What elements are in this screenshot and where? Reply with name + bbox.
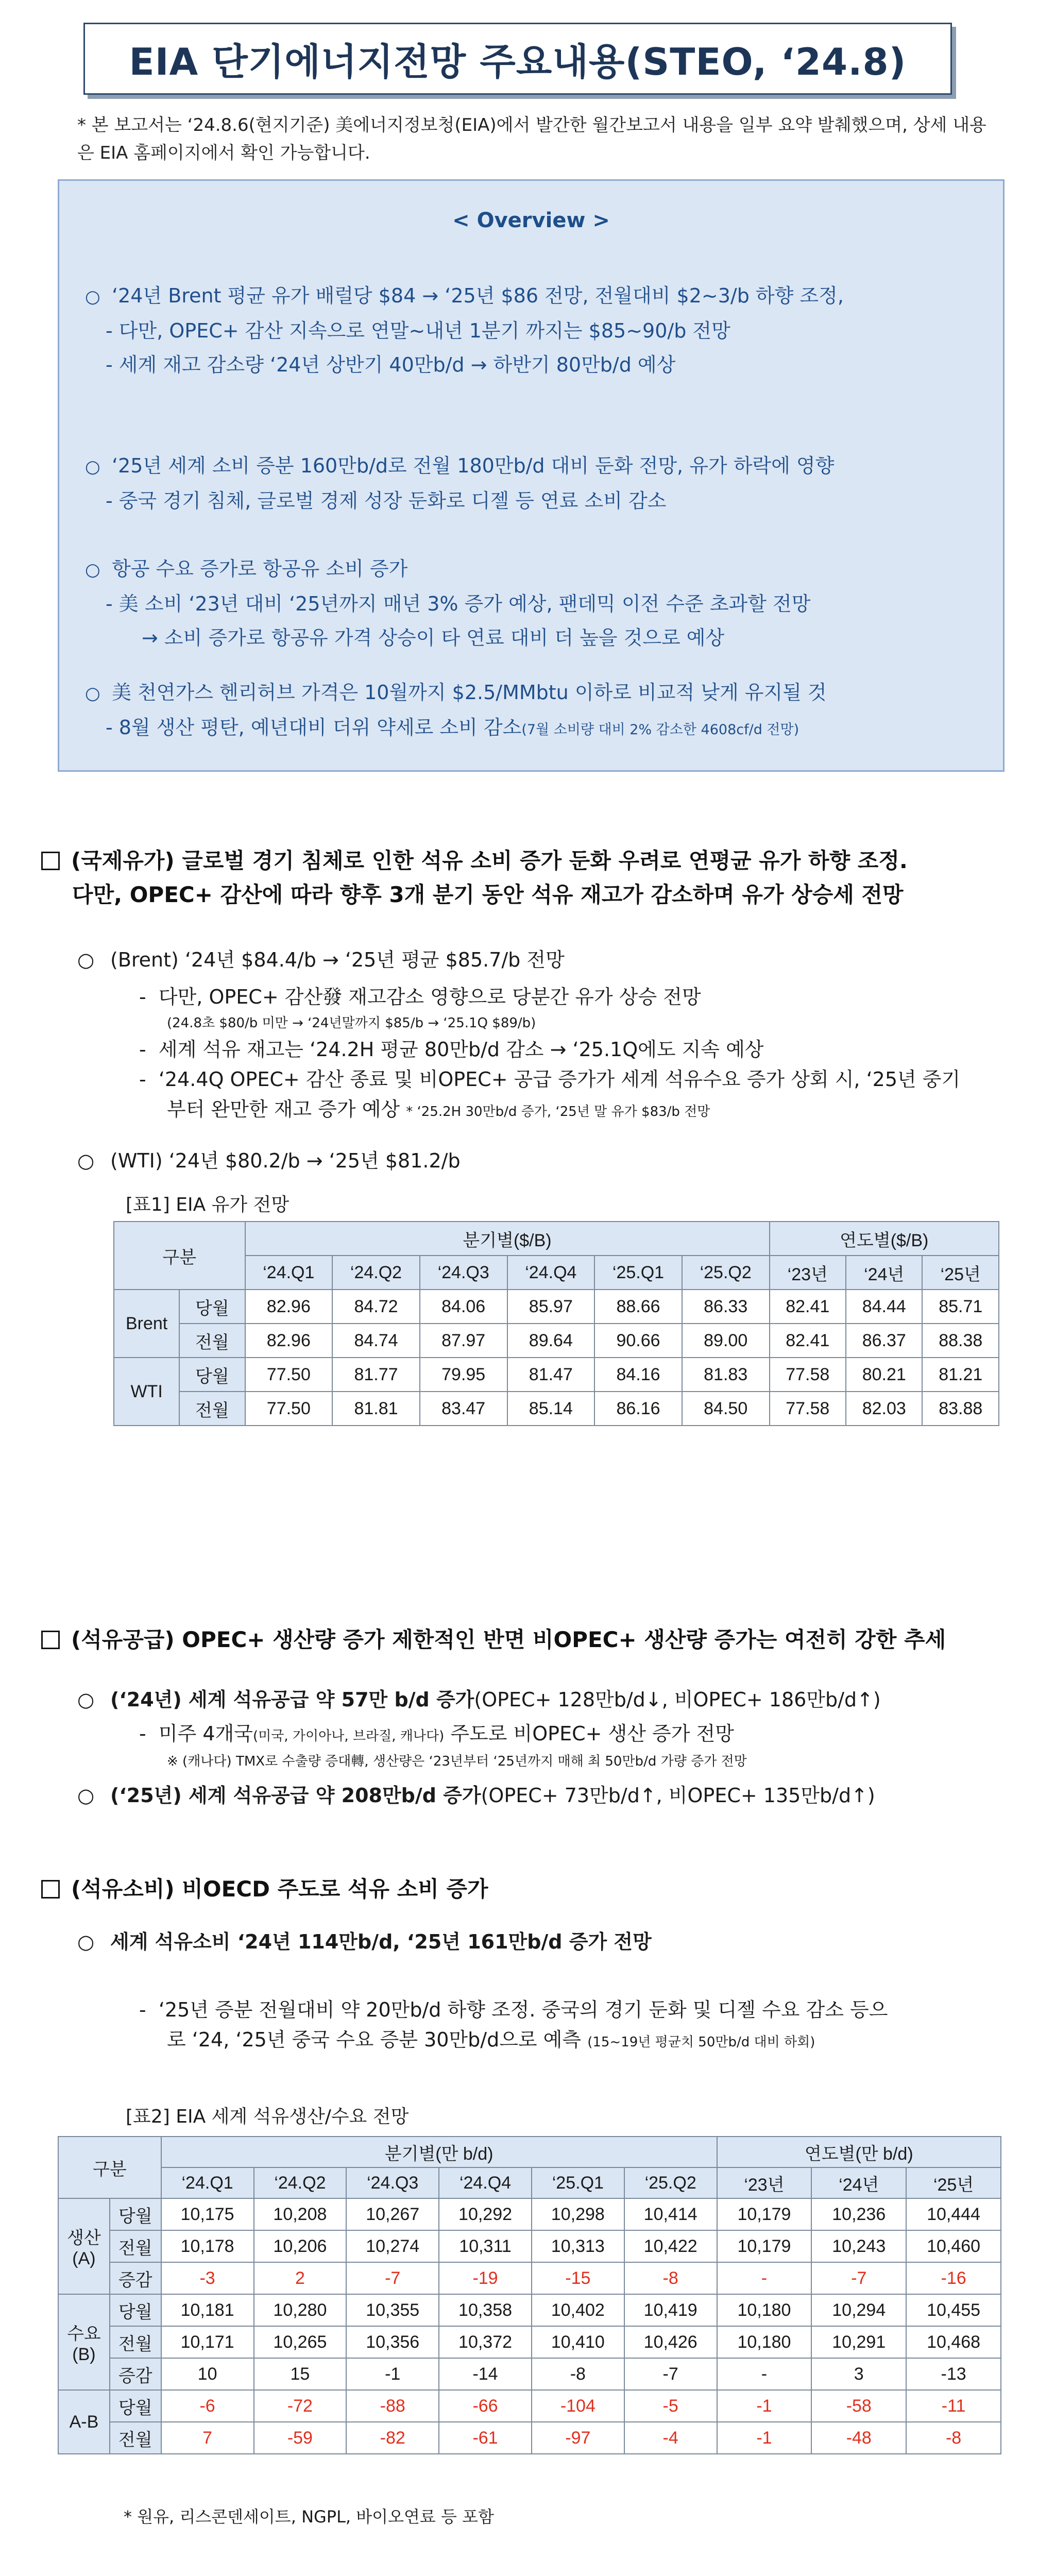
page-title: EIA 단기에너지전망 주요내용(STEO, ‘24.8) <box>129 40 907 83</box>
table-cell: 10,402 <box>532 2294 624 2326</box>
quarter-header: ‘24.Q4 <box>507 1256 595 1290</box>
table-cell: 77.50 <box>245 1392 333 1426</box>
row-label: 당월 <box>110 2198 161 2230</box>
table-cell: 10,468 <box>906 2326 1001 2358</box>
quarter-header: ‘25.Q1 <box>532 2167 624 2198</box>
table-cell: 10,179 <box>717 2198 812 2230</box>
table-row <box>58 2230 1001 2262</box>
row-label: 전월 <box>110 2230 161 2262</box>
circle-bullet-icon: ○ <box>77 948 95 971</box>
table-cell: 10,422 <box>624 2230 717 2262</box>
circle-bullet-icon: ○ <box>77 1930 95 1953</box>
section-oil-price-heading: (국제유가) 글로벌 경기 침체로 인한 석유 소비 증가 둔화 우려로 연평균 유가 하향 조정. 다만, OPEC+ 감산에 따라 향후 3개 분기 동안 석유 재고가 감소하며 유가 상승세 전망 <box>41 844 908 912</box>
table-cell: 10,291 <box>811 2326 906 2358</box>
section-consumption-heading: (석유소비) 비OECD 주도로 석유 소비 증가 <box>41 1872 488 1906</box>
table-cell: -5 <box>624 2390 717 2422</box>
supply-demand-table <box>58 2136 1001 2454</box>
quarter-header: ‘24.Q3 <box>346 2167 439 2198</box>
table-cell: 88.38 <box>922 1324 999 1358</box>
brent-forecast: ○ (Brent) ‘24년 $84.4/b → ‘25년 평균 $85.7/b 전망 <box>77 945 565 975</box>
table-cell: -4 <box>624 2422 717 2454</box>
table-cell: 10,206 <box>254 2230 347 2262</box>
table-row <box>58 2390 1001 2422</box>
table-cell: 15 <box>254 2358 347 2390</box>
quarter-header: ‘24.Q4 <box>439 2167 532 2198</box>
table-cell: 77.50 <box>245 1358 333 1392</box>
table-cell: 85.71 <box>922 1290 999 1324</box>
table-row <box>114 1392 999 1426</box>
table-cell: 10,280 <box>254 2294 347 2326</box>
table-cell: 10,311 <box>439 2230 532 2262</box>
table-cell: -1 <box>717 2422 812 2454</box>
checkbox-square-icon <box>41 1631 60 1649</box>
table-cell: 10,236 <box>811 2198 906 2230</box>
table-cell: 10,372 <box>439 2326 532 2358</box>
table-cell: 87.97 <box>420 1324 507 1358</box>
table-cell: -15 <box>532 2262 624 2294</box>
row-label: 당월 <box>179 1358 245 1392</box>
supply-2024: ○ (‘24년) 세계 석유공급 약 57만 b/d 증가(OPEC+ 128만b/d↓, 비OPEC+ 186만b/d↑) <box>77 1685 881 1715</box>
table-cell: -104 <box>532 2390 624 2422</box>
table-cell: 10,410 <box>532 2326 624 2358</box>
table-cell: 7 <box>161 2422 254 2454</box>
table-cell: 89.00 <box>682 1324 770 1358</box>
table-cell: - <box>717 2358 812 2390</box>
row-group-label: 수요 (B) <box>58 2294 110 2390</box>
table-cell: 85.97 <box>507 1290 595 1324</box>
table-cell: 83.88 <box>922 1392 999 1426</box>
table-cell: 10,243 <box>811 2230 906 2262</box>
row-label: 전월 <box>179 1324 245 1358</box>
table-cell: 84.16 <box>594 1358 682 1392</box>
row-label: 증감 <box>110 2358 161 2390</box>
table-cell: -66 <box>439 2390 532 2422</box>
table-row <box>58 2358 1001 2390</box>
table-row <box>58 2294 1001 2326</box>
supply-2025: ○ (‘25년) 세계 석유공급 약 208만b/d 증가(OPEC+ 73만b/d↑, 비OPEC+ 135만b/d↑) <box>77 1781 875 1810</box>
quarter-header: ‘25.Q2 <box>682 1256 770 1290</box>
row-group-label: Brent <box>114 1290 179 1358</box>
table-cell: 10,265 <box>254 2326 347 2358</box>
table-cell: 82.41 <box>770 1290 846 1324</box>
table-cell: -6 <box>161 2390 254 2422</box>
quarter-header: ‘24.Q2 <box>332 1256 420 1290</box>
overview-group-3: ○ 항공 수요 증가로 항공유 소비 증가 - 美 소비 ‘23년 대비 ‘25년까지 매년 3% 증가 예상, 팬데믹 이전 수준 초과할 전망 → 소비 증가로 항공유 가격 상승이 타 연료 대비 더 높을 것으로 예상 <box>85 552 992 655</box>
table-cell: 86.33 <box>682 1290 770 1324</box>
overview-box <box>58 179 1005 772</box>
table-row <box>58 2198 1001 2230</box>
consumption-forecast: ○ 세계 석유소비 ‘24년 114만b/d, ‘25년 161만b/d 증가 전망 <box>77 1927 652 1957</box>
table-cell: -8 <box>532 2358 624 2390</box>
title-box <box>83 23 952 95</box>
quarter-header: ‘24.Q1 <box>245 1256 333 1290</box>
table-cell: -61 <box>439 2422 532 2454</box>
table-row <box>58 2422 1001 2454</box>
table2-header-gubun: 구분 <box>58 2137 161 2198</box>
quarter-header: ‘25.Q1 <box>594 1256 682 1290</box>
table-cell: -59 <box>254 2422 347 2454</box>
table-cell: -88 <box>346 2390 439 2422</box>
table-cell: 10,444 <box>906 2198 1001 2230</box>
checkbox-square-icon <box>41 1880 60 1899</box>
table-cell: 84.72 <box>332 1290 420 1324</box>
year-header: ‘24년 <box>846 1256 922 1290</box>
table-cell: 10,178 <box>161 2230 254 2262</box>
wti-forecast: ○ (WTI) ‘24년 $80.2/b → ‘25년 $81.2/b <box>77 1146 461 1176</box>
table-cell: 80.21 <box>846 1358 922 1392</box>
year-header: ‘25년 <box>922 1256 999 1290</box>
table1-header-year: 연도별($/B) <box>770 1222 999 1256</box>
table-cell: 90.66 <box>594 1324 682 1358</box>
table2-caption: [표2] EIA 세계 석유생산/수요 전망 <box>126 2106 409 2127</box>
table-cell: -19 <box>439 2262 532 2294</box>
table-cell: 10,180 <box>717 2294 812 2326</box>
table-cell: 10,358 <box>439 2294 532 2326</box>
table-cell: 84.50 <box>682 1392 770 1426</box>
table-cell: 10,460 <box>906 2230 1001 2262</box>
table-cell: 79.95 <box>420 1358 507 1392</box>
table-cell: 83.47 <box>420 1392 507 1426</box>
row-label: 전월 <box>110 2422 161 2454</box>
table-row <box>114 1358 999 1392</box>
table-cell: 89.64 <box>507 1324 595 1358</box>
overview-group-1: ○ ‘24년 Brent 평균 유가 배럴당 $84 → ‘25년 $86 전망, 전월대비 $2~3/b 하향 조정, - 다만, OPEC+ 감산 지속으로 연말~내년 1분기 까지는 $85~90/b 전망 - 세계 재고 감소량 ‘24년 상반기 40만b/d → 하반기 80만b/d 예상 <box>85 279 992 382</box>
table-cell: 86.16 <box>594 1392 682 1426</box>
table-cell: 86.37 <box>846 1324 922 1358</box>
quarter-header: ‘24.Q1 <box>161 2167 254 2198</box>
row-label: 당월 <box>110 2390 161 2422</box>
year-header: ‘23년 <box>770 1256 846 1290</box>
table2-header-year: 연도별(만 b/d) <box>717 2137 1001 2167</box>
table-cell: 77.58 <box>770 1392 846 1426</box>
table-cell: 10,455 <box>906 2294 1001 2326</box>
overview-title: < Overview > <box>452 209 610 232</box>
table-cell: 2 <box>254 2262 347 2294</box>
table-cell: 82.96 <box>245 1290 333 1324</box>
table-cell: -14 <box>439 2358 532 2390</box>
table-row <box>58 2326 1001 2358</box>
table-cell: -13 <box>906 2358 1001 2390</box>
table-cell: -7 <box>346 2262 439 2294</box>
year-header: ‘23년 <box>717 2167 812 2198</box>
quarter-header: ‘24.Q2 <box>254 2167 347 2198</box>
table-cell: 82.96 <box>245 1324 333 1358</box>
table-row <box>114 1290 999 1324</box>
overview-group-4: ○ 美 천연가스 헨리허브 가격은 10월까지 $2.5/MMbtu 이하로 비교적 낮게 유지될 것 - 8월 생산 평탄, 예년대비 더위 약세로 소비 감소(7월 소비량 대비 2% 감소한 4608cf/d 전망) <box>85 675 992 747</box>
table-cell: 10 <box>161 2358 254 2390</box>
table-cell: 10,313 <box>532 2230 624 2262</box>
table-cell: -7 <box>624 2358 717 2390</box>
table-cell: 10,419 <box>624 2294 717 2326</box>
table-cell: -48 <box>811 2422 906 2454</box>
overview-group-2: ○ ‘25년 세계 소비 증분 160만b/d로 전월 180만b/d 대비 둔화 전망, 유가 하락에 영향 - 중국 경기 침체, 글로벌 경제 성장 둔화로 디젤 등 연료 소비 감소 <box>85 449 992 518</box>
table-cell: 81.83 <box>682 1358 770 1392</box>
table-cell: -97 <box>532 2422 624 2454</box>
table-cell: 81.47 <box>507 1358 595 1392</box>
row-label: 당월 <box>110 2294 161 2326</box>
oil-price-table <box>113 1221 999 1426</box>
brent-detail-1: - 다만, OPEC+ 감산發 재고감소 영향으로 당분간 유가 상승 전망 (24.8초 $80/b 미만 → ‘24년말까지 $85/b → ‘25.1Q $89/b) - 세계 석유 재고는 ‘24.2H 평균 80만b/d 감소 → ‘25.1Q에도 지속 예상 - ‘24.4Q OPEC+ 감산 종료 및 비OPEC+ 공급 증가가 세계 석유수요 증가 상회 시, ‘25년 중기 부터 완만한 재고 증가 예상 * ‘25.2H 30만b/d 증가, ‘25년 말 유가 $83/b 전망 <box>139 986 961 1121</box>
row-label: 전월 <box>179 1392 245 1426</box>
table-cell: 10,414 <box>624 2198 717 2230</box>
table-cell: 10,426 <box>624 2326 717 2358</box>
table-cell: -1 <box>346 2358 439 2390</box>
table-row <box>114 1324 999 1358</box>
row-group-label: WTI <box>114 1358 179 1426</box>
supply-detail: - 미주 4개국(미국, 가이아나, 브라질, 캐나다) 주도로 비OPEC+ 생산 증가 전망 ※ (캐나다) TMX로 수출량 증대轉, 생산량은 ‘23년부터 ‘25년까지 매해 최 50만b/d 가량 증가 전망 <box>139 1722 747 1769</box>
table1-caption: [표1] EIA 유가 전망 <box>126 1194 290 1215</box>
table-cell: 10,267 <box>346 2198 439 2230</box>
row-label: 당월 <box>179 1290 245 1324</box>
table-cell: -58 <box>811 2390 906 2422</box>
table-cell: -8 <box>624 2262 717 2294</box>
table-cell: 84.06 <box>420 1290 507 1324</box>
table-cell: 10,298 <box>532 2198 624 2230</box>
table-cell: 10,181 <box>161 2294 254 2326</box>
circle-bullet-icon: ○ <box>77 1688 95 1711</box>
table-cell: 82.03 <box>846 1392 922 1426</box>
table-cell: 81.77 <box>332 1358 420 1392</box>
table2-header-quarter: 분기별(만 b/d) <box>161 2137 717 2167</box>
table-cell: 77.58 <box>770 1358 846 1392</box>
table-cell: -11 <box>906 2390 1001 2422</box>
quarter-header: ‘24.Q3 <box>420 1256 507 1290</box>
table-cell: -7 <box>811 2262 906 2294</box>
table-cell: 82.41 <box>770 1324 846 1358</box>
table-cell: 10,274 <box>346 2230 439 2262</box>
table-row <box>58 2262 1001 2294</box>
table-cell: -1 <box>717 2390 812 2422</box>
table-cell: -72 <box>254 2390 347 2422</box>
section-supply-heading: (석유공급) OPEC+ 생산량 증가 제한적인 반면 비OPEC+ 생산량 증가는 여전히 강한 추세 <box>41 1623 946 1657</box>
table-cell: 3 <box>811 2358 906 2390</box>
consumption-detail: - ‘25년 증분 전월대비 약 20만b/d 하향 조정. 중국의 경기 둔화 및 디젤 수요 감소 등으 로 ‘24, ‘25년 중국 수요 증분 30만b/d으로 예측 (15~19년 평균치 50만b/d 대비 하회) <box>139 1998 888 2051</box>
table1-header-gubun: 구분 <box>114 1222 245 1290</box>
table2-footnote: * 원유, 리스콘덴세이트, NGPL, 바이오연료 등 포함 <box>124 2507 494 2527</box>
table-cell: 10,180 <box>717 2326 812 2358</box>
row-label: 증감 <box>110 2262 161 2294</box>
circle-bullet-icon: ○ <box>77 1149 95 1172</box>
table1-header-quarter: 분기별($/B) <box>245 1222 770 1256</box>
row-group-label: A-B <box>58 2390 110 2454</box>
table-cell: 10,175 <box>161 2198 254 2230</box>
table-cell: 10,294 <box>811 2294 906 2326</box>
checkbox-square-icon <box>41 852 60 870</box>
table-cell: 10,292 <box>439 2198 532 2230</box>
quarter-header: ‘25.Q2 <box>624 2167 717 2198</box>
row-label: 전월 <box>110 2326 161 2358</box>
table-cell: 81.81 <box>332 1392 420 1426</box>
table-cell: 85.14 <box>507 1392 595 1426</box>
table-cell: -82 <box>346 2422 439 2454</box>
table-cell: 84.44 <box>846 1290 922 1324</box>
table-cell: 88.66 <box>594 1290 682 1324</box>
table-cell: 10,171 <box>161 2326 254 2358</box>
year-header: ‘24년 <box>811 2167 906 2198</box>
row-group-label: 생산 (A) <box>58 2198 110 2294</box>
table-cell: -16 <box>906 2262 1001 2294</box>
report-note: * 본 보고서는 ‘24.8.6(현지기준) 美에너지정보청(EIA)에서 발간한 월간보고서 내용을 일부 요약 발췌했으며, 상세 내용은 EIA 홈페이지에서 확인 가능합니다. <box>77 115 986 163</box>
table-cell: -3 <box>161 2262 254 2294</box>
year-header: ‘25년 <box>906 2167 1001 2198</box>
table-cell: 84.74 <box>332 1324 420 1358</box>
table-cell: 10,356 <box>346 2326 439 2358</box>
table-cell: -8 <box>906 2422 1001 2454</box>
table-cell: 81.21 <box>922 1358 999 1392</box>
table-cell: 10,208 <box>254 2198 347 2230</box>
table-cell: 10,179 <box>717 2230 812 2262</box>
circle-bullet-icon: ○ <box>77 1784 95 1807</box>
table-cell: - <box>717 2262 812 2294</box>
table-cell: 10,355 <box>346 2294 439 2326</box>
